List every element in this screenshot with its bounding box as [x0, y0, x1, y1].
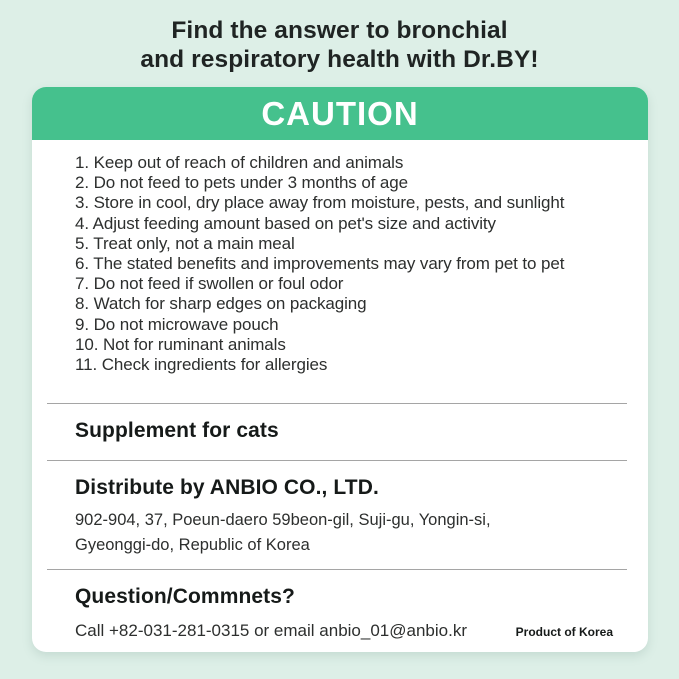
- caution-card: [32, 87, 648, 652]
- caution-item-3: 3. Store in cool, dry place away from moisture, pests, and sunlight: [75, 193, 565, 213]
- caution-banner: [32, 87, 648, 140]
- caution-item-2: 2. Do not feed to pets under 3 months of age: [75, 173, 408, 193]
- caution-item-7: 7. Do not feed if swollen or foul odor: [75, 274, 344, 294]
- caution-item-5: 5. Treat only, not a main meal: [75, 233, 295, 253]
- contact-title: Question/Commnets?: [75, 585, 295, 609]
- caution-item-11: 11. Check ingredients for allergies: [75, 355, 328, 375]
- divider: [47, 569, 627, 570]
- contact-info: Call +82-031-281-0315 or email anbio_01@anbio.kr: [75, 621, 467, 641]
- address-line-2: Gyeonggi-do, Republic of Korea: [75, 536, 310, 555]
- caution-item-9: 9. Do not microwave pouch: [75, 314, 279, 334]
- caution-banner-title: CAUTION: [261, 94, 419, 132]
- headline: [0, 0, 679, 74]
- headline-line-1: Find the answer to bronchial: [171, 17, 508, 44]
- supplement-title: Supplement for cats: [75, 419, 279, 443]
- headline-line-2: and respiratory health with Dr.BY!: [140, 45, 539, 73]
- caution-list: [75, 153, 618, 375]
- caution-item-1: 1. Keep out of reach of children and animals: [75, 153, 404, 172]
- contact-row: [75, 621, 613, 641]
- distributor-title: Distribute by ANBIO CO., LTD.: [75, 476, 379, 500]
- product-origin: Product of Korea: [515, 625, 613, 640]
- distributor-address: [75, 508, 618, 558]
- caution-item-6: 6. The stated benefits and improvements may vary from pet to pet: [75, 254, 565, 274]
- address-line-1: 902-904, 37, Poeun-daero 59beon-gil, Suji-gu, Yongin-si,: [75, 511, 491, 530]
- caution-item-8: 8. Watch for sharp edges on packaging: [75, 294, 367, 314]
- divider: [47, 460, 627, 461]
- caution-item-4: 4. Adjust feeding amount based on pet's size and activity: [75, 213, 496, 233]
- caution-item-10: 10. Not for ruminant animals: [75, 334, 286, 354]
- divider: [47, 403, 627, 404]
